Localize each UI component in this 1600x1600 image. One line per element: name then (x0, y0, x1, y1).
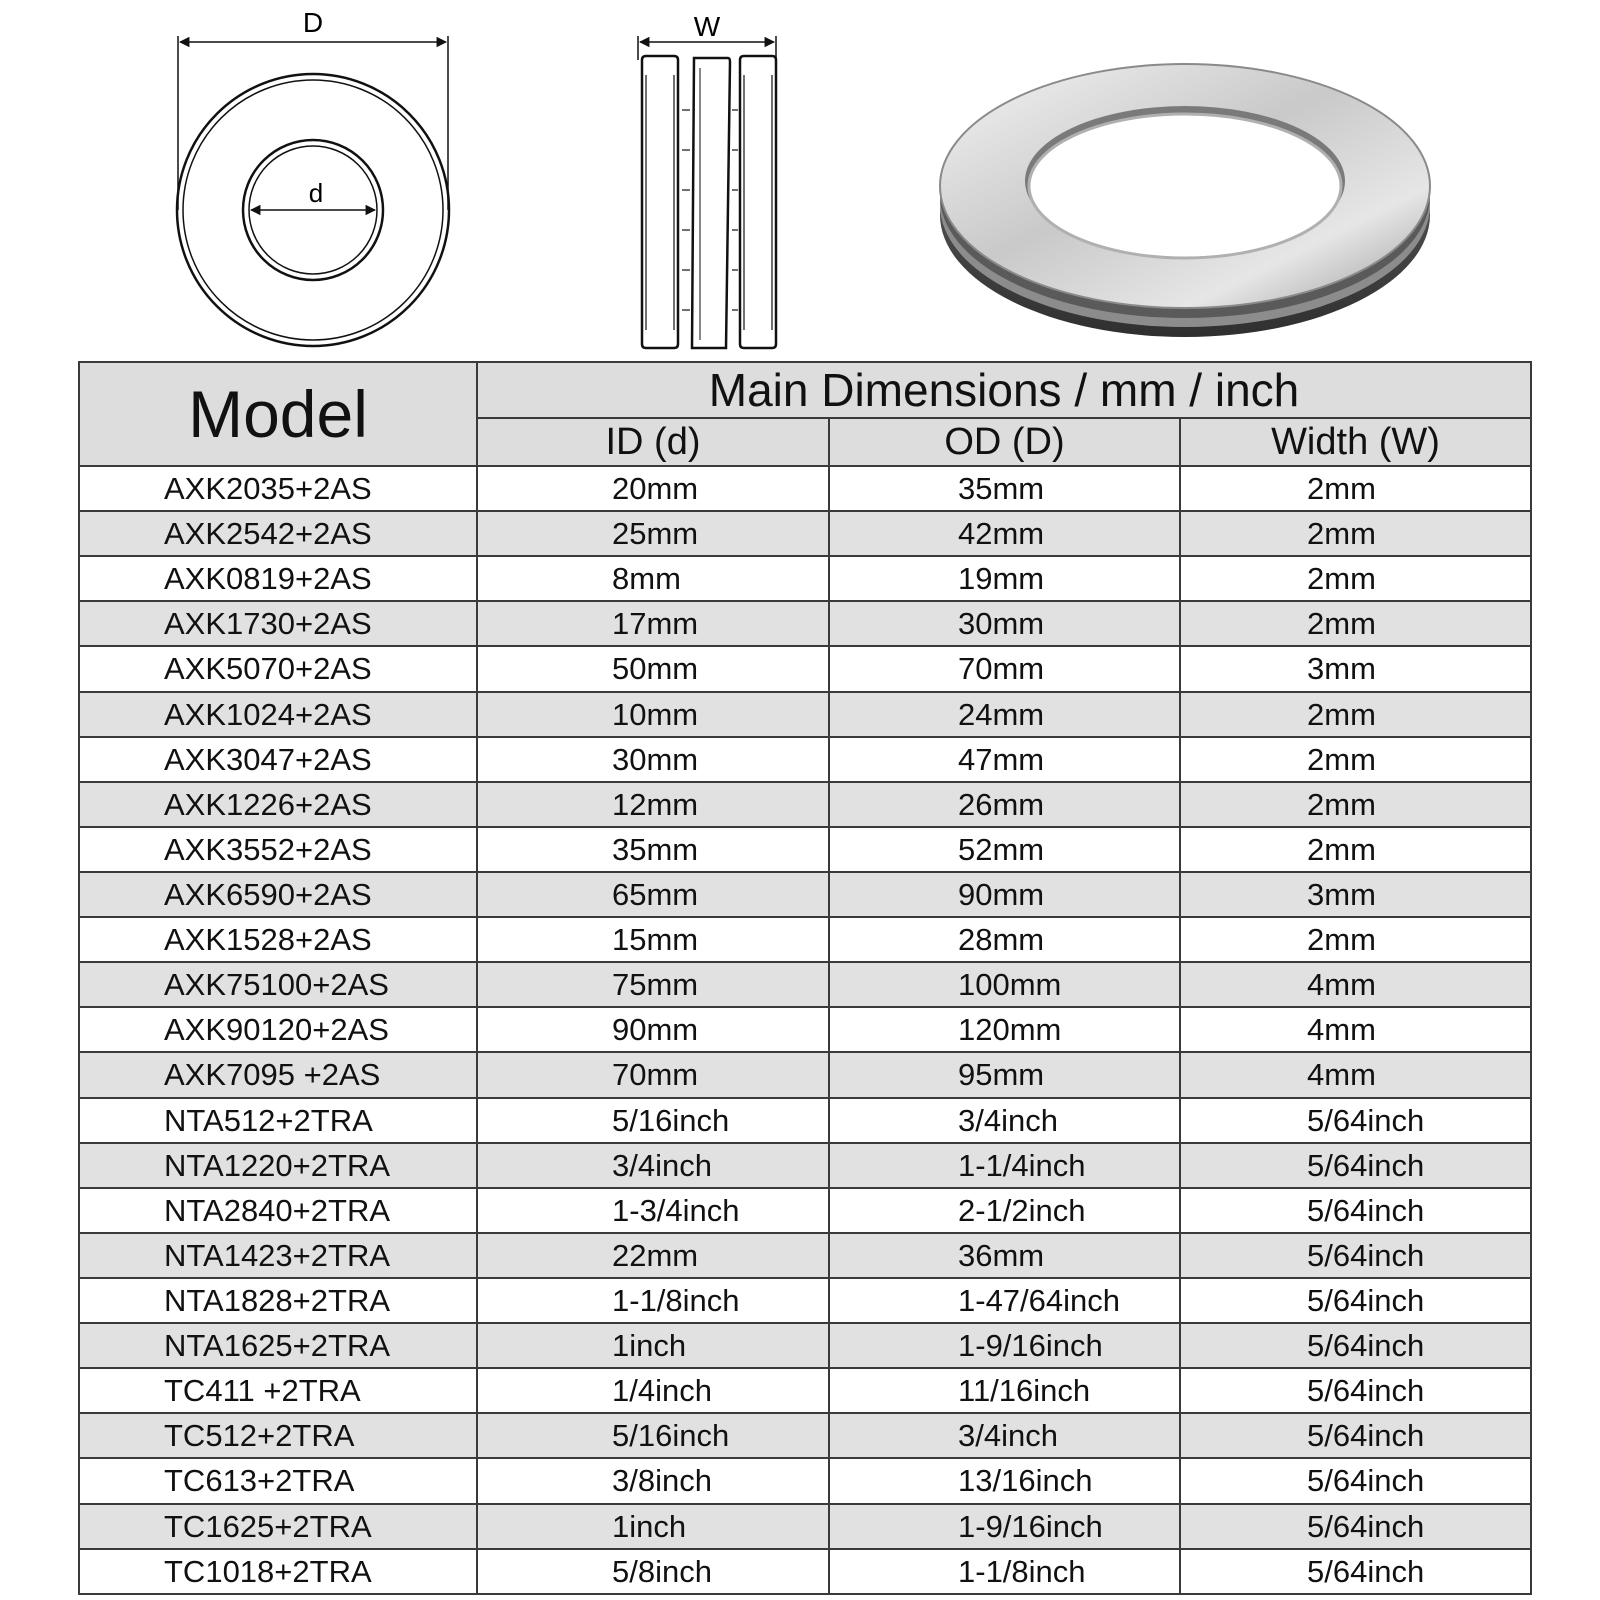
table-row (79, 1458, 1531, 1503)
table-row (79, 692, 1531, 737)
table-row (79, 646, 1531, 691)
model-cell: AXK5070+2AS (79, 646, 477, 691)
id-cell: 3/4inch (477, 1143, 829, 1188)
od-cell: 42mm (829, 511, 1180, 556)
id-cell: 8mm (477, 556, 829, 601)
id-cell: 3/8inch (477, 1458, 829, 1503)
table-row (79, 1188, 1531, 1233)
od-cell: 70mm (829, 646, 1180, 691)
id-cell: 30mm (477, 737, 829, 782)
table-row (79, 1323, 1531, 1368)
width-cell: 4mm (1180, 1007, 1531, 1052)
width-label: W (693, 11, 721, 42)
width-cell: 2mm (1180, 511, 1531, 556)
width-cell: 2mm (1180, 917, 1531, 962)
model-cell: NTA2840+2TRA (79, 1188, 477, 1233)
model-cell: NTA1828+2TRA (79, 1278, 477, 1323)
id-cell: 1-1/8inch (477, 1278, 829, 1323)
side-view-drawing (638, 36, 776, 348)
id-cell: 5/16inch (477, 1413, 829, 1458)
model-cell: AXK1528+2AS (79, 917, 477, 962)
id-cell: 70mm (477, 1052, 829, 1097)
id-cell: 1inch (477, 1504, 829, 1549)
od-cell: 52mm (829, 827, 1180, 872)
od-cell: 1-9/16inch (829, 1323, 1180, 1368)
od-cell: 11/16inch (829, 1368, 1180, 1413)
table-row (79, 1504, 1531, 1549)
id-cell: 90mm (477, 1007, 829, 1052)
width-cell: 2mm (1180, 601, 1531, 646)
table-row (79, 1549, 1531, 1594)
model-cell: TC613+2TRA (79, 1458, 477, 1503)
table-row (79, 737, 1531, 782)
table-row (79, 1143, 1531, 1188)
model-cell: TC512+2TRA (79, 1413, 477, 1458)
model-cell: AXK7095 +2AS (79, 1052, 477, 1097)
width-cell: 5/64inch (1180, 1504, 1531, 1549)
id-cell: 15mm (477, 917, 829, 962)
id-cell: 5/8inch (477, 1549, 829, 1594)
od-cell: 35mm (829, 466, 1180, 511)
model-cell: AXK1730+2AS (79, 601, 477, 646)
model-cell: AXK3552+2AS (79, 827, 477, 872)
model-cell: NTA1423+2TRA (79, 1233, 477, 1278)
width-cell: 2mm (1180, 556, 1531, 601)
model-cell: NTA1625+2TRA (79, 1323, 477, 1368)
inner-diameter-label: d (308, 178, 324, 208)
id-cell: 1inch (477, 1323, 829, 1368)
od-cell: 3/4inch (829, 1413, 1180, 1458)
id-cell: 1/4inch (477, 1368, 829, 1413)
table-row (79, 466, 1531, 511)
table-row (79, 782, 1531, 827)
table-row (79, 1413, 1531, 1458)
width-cell: 5/64inch (1180, 1549, 1531, 1594)
table-row (79, 827, 1531, 872)
od-cell: 19mm (829, 556, 1180, 601)
od-cell: 3/4inch (829, 1098, 1180, 1143)
width-cell: 5/64inch (1180, 1233, 1531, 1278)
od-cell: 100mm (829, 962, 1180, 1007)
od-cell: 90mm (829, 872, 1180, 917)
main-dimensions-header: Main Dimensions / mm / inch (477, 362, 1531, 418)
table-row (79, 1368, 1531, 1413)
bearing-photo (940, 64, 1430, 337)
width-column-header: Width (W) (1180, 418, 1531, 466)
od-cell: 26mm (829, 782, 1180, 827)
od-cell: 30mm (829, 601, 1180, 646)
id-cell: 75mm (477, 962, 829, 1007)
id-cell: 35mm (477, 827, 829, 872)
od-cell: 1-1/8inch (829, 1549, 1180, 1594)
width-cell: 2mm (1180, 827, 1531, 872)
table-row (79, 1098, 1531, 1143)
outer-diameter-label: D (302, 7, 324, 38)
table-row (79, 872, 1531, 917)
id-cell: 20mm (477, 466, 829, 511)
model-cell: NTA512+2TRA (79, 1098, 477, 1143)
od-cell: 13/16inch (829, 1458, 1180, 1503)
table-row (79, 917, 1531, 962)
table-row (79, 1052, 1531, 1097)
width-cell: 4mm (1180, 1052, 1531, 1097)
id-cell: 25mm (477, 511, 829, 556)
model-cell: AXK75100+2AS (79, 962, 477, 1007)
table-row (79, 601, 1531, 646)
od-cell: 47mm (829, 737, 1180, 782)
width-cell: 2mm (1180, 737, 1531, 782)
width-cell: 4mm (1180, 962, 1531, 1007)
od-cell: 36mm (829, 1233, 1180, 1278)
od-cell: 24mm (829, 692, 1180, 737)
width-cell: 5/64inch (1180, 1188, 1531, 1233)
table-row (79, 1233, 1531, 1278)
width-cell: 5/64inch (1180, 1413, 1531, 1458)
model-cell: AXK2035+2AS (79, 466, 477, 511)
od-cell: 1-47/64inch (829, 1278, 1180, 1323)
id-cell: 22mm (477, 1233, 829, 1278)
width-cell: 5/64inch (1180, 1098, 1531, 1143)
od-column-header: OD (D) (829, 418, 1180, 466)
width-cell: 5/64inch (1180, 1278, 1531, 1323)
width-cell: 2mm (1180, 692, 1531, 737)
model-cell: TC1625+2TRA (79, 1504, 477, 1549)
model-cell: AXK1226+2AS (79, 782, 477, 827)
width-cell: 2mm (1180, 466, 1531, 511)
model-cell: AXK90120+2AS (79, 1007, 477, 1052)
width-cell: 3mm (1180, 872, 1531, 917)
od-cell: 95mm (829, 1052, 1180, 1097)
od-cell: 28mm (829, 917, 1180, 962)
model-cell: AXK0819+2AS (79, 556, 477, 601)
od-cell: 2-1/2inch (829, 1188, 1180, 1233)
id-cell: 12mm (477, 782, 829, 827)
table-row (79, 556, 1531, 601)
dimensions-table (78, 361, 1532, 1595)
od-cell: 120mm (829, 1007, 1180, 1052)
width-cell: 5/64inch (1180, 1368, 1531, 1413)
model-cell: AXK3047+2AS (79, 737, 477, 782)
model-cell: AXK6590+2AS (79, 872, 477, 917)
model-cell: NTA1220+2TRA (79, 1143, 477, 1188)
model-cell: TC1018+2TRA (79, 1549, 477, 1594)
model-cell: AXK2542+2AS (79, 511, 477, 556)
width-cell: 2mm (1180, 782, 1531, 827)
id-cell: 10mm (477, 692, 829, 737)
model-cell: TC411 +2TRA (79, 1368, 477, 1413)
id-cell: 5/16inch (477, 1098, 829, 1143)
bearing-drawings (0, 0, 1600, 360)
model-header: Model (79, 362, 477, 466)
table-row (79, 1007, 1531, 1052)
table-row (79, 511, 1531, 556)
od-cell: 1-9/16inch (829, 1504, 1180, 1549)
id-cell: 65mm (477, 872, 829, 917)
od-cell: 1-1/4inch (829, 1143, 1180, 1188)
id-cell: 50mm (477, 646, 829, 691)
id-cell: 1-3/4inch (477, 1188, 829, 1233)
table-row (79, 1278, 1531, 1323)
id-column-header: ID (d) (477, 418, 829, 466)
width-cell: 5/64inch (1180, 1143, 1531, 1188)
width-cell: 3mm (1180, 646, 1531, 691)
width-cell: 5/64inch (1180, 1323, 1531, 1368)
model-cell: AXK1024+2AS (79, 692, 477, 737)
table-row (79, 962, 1531, 1007)
id-cell: 17mm (477, 601, 829, 646)
width-cell: 5/64inch (1180, 1458, 1531, 1503)
